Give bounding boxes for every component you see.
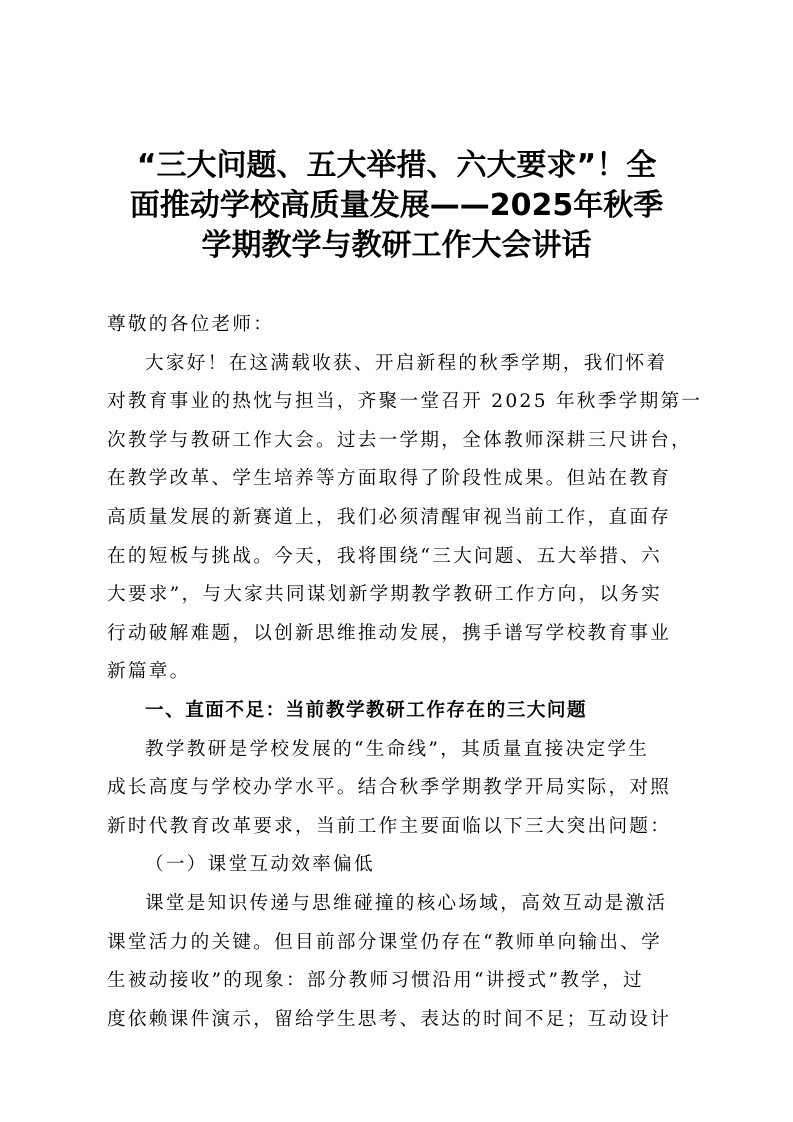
text-line: 课堂活力的关键。但目前部分课堂仍存在“教师单向输出、学 [107, 931, 663, 953]
salutation [107, 306, 687, 345]
title-line: 面推动学校高质量发展——2025年秋季 [129, 188, 664, 223]
text-line: 新篇章。 [107, 661, 191, 683]
text-line: 课堂是知识传递与思维碰撞的核心场域，高效互动是激活 [145, 892, 668, 914]
title-line: 学期教学与教研工作大会讲话 [201, 228, 592, 263]
text-line: 在教学改革、学生培养等方面取得了阶段性成果。但站在教育 [107, 468, 672, 490]
text-line: 行动破解难题，以创新思维推动发展，携手谱写学校教育事业 [107, 622, 672, 644]
subsection-paragraph [107, 885, 687, 1039]
text-line: 高质量发展的新赛道上，我们必须清醒审视当前工作，直面存 [107, 506, 672, 528]
text-line: 生被动接收”的现象：部分教师习惯沿用“讲授式”教学，过 [107, 970, 644, 992]
text-line: 次教学与教研工作大会。过去一学期，全体教师深耕三尺讲台， [107, 429, 693, 451]
text-line: 教学教研是学校发展的“生命线”，其质量直接决定学生 [145, 738, 650, 760]
document-title [100, 146, 693, 266]
subsection-heading [107, 846, 687, 885]
text-line: 大家好！在这满载收获、开启新程的秋季学期，我们怀着 [145, 352, 668, 374]
section-paragraph [107, 731, 687, 847]
text-line: 新时代教育改革要求，当前工作主要面临以下三大突出问题： [107, 815, 672, 837]
section-heading-text: 一、直面不足：当前教学教研工作存在的三大问题 [145, 699, 588, 721]
text-line: 在的短板与挑战。今天，我将围绕“三大问题、五大举措、六 [107, 545, 663, 567]
intro-paragraph [107, 345, 703, 692]
text-line: 大要求”，与大家共同谋划新学期教学教研工作方向，以务实 [107, 584, 663, 606]
text-line: 对教育事业的热忱与担当，齐聚一堂召开 2025 年秋季学期第一 [107, 391, 703, 413]
text-line: 尊敬的各位老师： [107, 314, 275, 335]
text-line: 成长高度与学校办学水平。结合秋季学期教学开局实际，对照 [107, 777, 672, 799]
document-body [107, 306, 703, 1039]
title-line: “三大问题、五大举措、六大要求”！全 [136, 148, 657, 183]
subsection-heading-text: （一）课堂互动效率偏低 [145, 854, 375, 876]
text-line: 度依赖课件演示，留给学生思考、表达的时间不足；互动设计 [107, 1008, 672, 1030]
section-heading [107, 692, 687, 731]
